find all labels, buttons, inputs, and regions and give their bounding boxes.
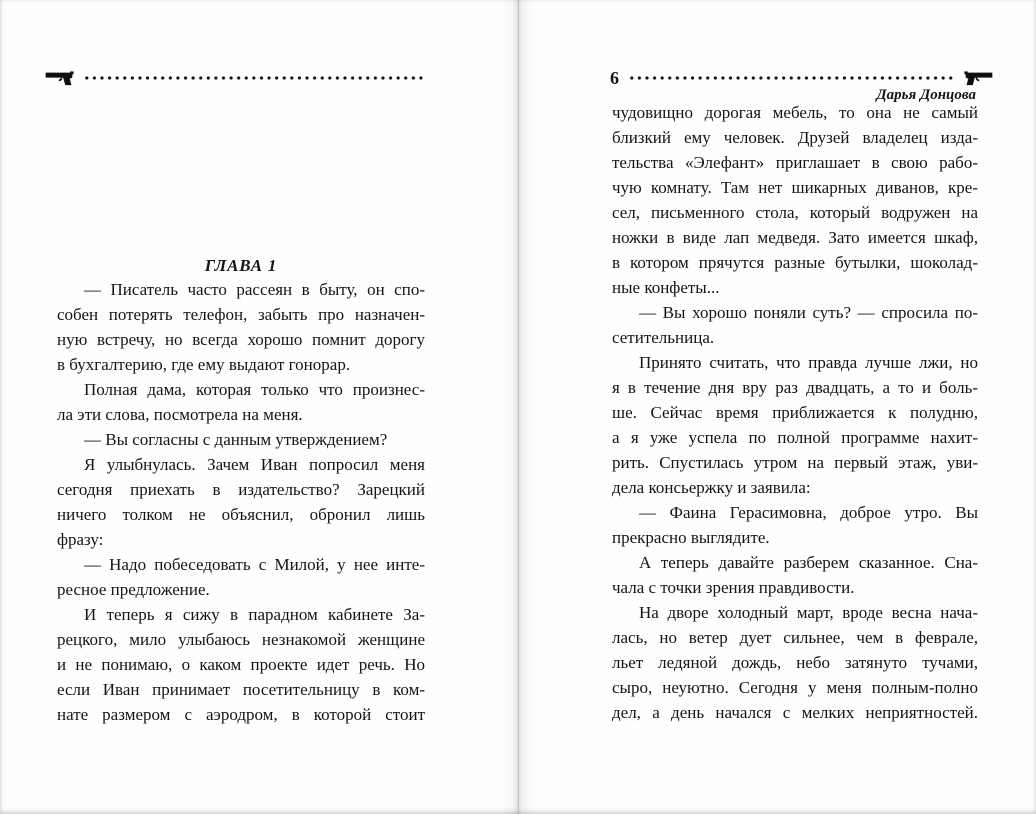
- text-line: ные конфеты...: [612, 278, 720, 297]
- text-line: На дворе холодный март, вроде весна нача-: [639, 603, 978, 622]
- text-line: близкий ему человек. Друзей владелец изда-: [612, 128, 978, 147]
- text-line: сел, письменного стола, который водружен на: [612, 203, 978, 222]
- text-line: А теперь давайте разберем сказанное. Сна-: [639, 553, 978, 572]
- text-line: сетительница.: [612, 328, 715, 347]
- dotted-rule: [83, 72, 426, 84]
- text-line: — Вы хорошо поняли суть? — спросила по-: [639, 303, 978, 322]
- right-page-header: [610, 68, 994, 88]
- text-line: а я уже успела по полной программе нахит-: [612, 428, 978, 447]
- text-line: в бухгалтерию, где ему выдают гонорар.: [57, 355, 351, 374]
- right-page-text: [612, 100, 978, 725]
- text-line: прекрасно выглядите.: [612, 528, 770, 547]
- left-page-header: [44, 68, 426, 88]
- right-page: [518, 0, 1036, 814]
- text-line: нате размером с аэродром, в которой стоит: [57, 705, 425, 724]
- text-line: ножки в виде лап медведя. Зато имеется шкаф,: [612, 228, 978, 247]
- text-line: льет ледяной дождь, небо затянуто тучами,: [612, 653, 978, 672]
- text-line: фразу:: [57, 530, 104, 549]
- text-line: ше. Сейчас время приближается к полудню,: [612, 403, 978, 422]
- text-line: тельства «Элефант» приглашает в свою рабо-: [612, 153, 978, 172]
- text-line: чую комнату. Там нет шикарных диванов, кре-: [612, 178, 978, 197]
- text-line: в котором прячутся разные бутылки, шоколад-: [612, 253, 978, 272]
- dotted-rule: [628, 72, 955, 84]
- text-line: лась, но ветер дует сильнее, чем в феврале,: [612, 628, 978, 647]
- text-line: дела консьержку и заявила:: [612, 478, 811, 497]
- text-line: — Писатель часто рассеян в быту, он спо-: [84, 280, 425, 299]
- text-line: если Иван принимает посетительницу в ком-: [57, 680, 425, 699]
- revolver-icon: [964, 70, 994, 87]
- text-line: Полная дама, которая только что произнес-: [84, 380, 425, 399]
- text-line: И теперь я сижу в парадном кабинете За-: [84, 605, 425, 624]
- text-line: — Вы согласны с данным утверждением?: [84, 430, 388, 449]
- text-line: дел, а день начался с мелких неприятностей.: [612, 703, 978, 722]
- text-line: рить. Спустилась утром на первый этаж, уви-: [612, 453, 978, 472]
- text-line: ла эти слова, посмотрела на меня.: [57, 405, 303, 424]
- text-line: ресное предложение.: [57, 580, 210, 599]
- text-line: рецкого, мило улыбаюсь незнакомой женщине: [57, 630, 425, 649]
- text-line: чала с точки зрения правдивости.: [612, 578, 855, 597]
- running-head: Дарья Донцова: [876, 87, 976, 103]
- text-line: — Фаина Герасимовна, доброе утро. Вы: [639, 503, 978, 522]
- page-number: 6: [610, 68, 619, 88]
- text-line: чудовищно дорогая мебель, то она не самый: [612, 103, 978, 122]
- left-page-text: [57, 277, 425, 727]
- text-line: собен потерять телефон, забыть про назначен-: [57, 305, 425, 324]
- text-line: ную встречу, но всегда хорошо помнит дорогу: [57, 330, 425, 349]
- text-line: Принято считать, что правда лучше лжи, но: [639, 353, 978, 372]
- text-line: сыро, неуютно. Сегодня у меня полным-полно: [612, 678, 978, 697]
- text-line: Я улыбнулась. Зачем Иван попросил меня: [84, 455, 425, 474]
- text-line: я в течение дня вру раз двадцать, а то и боль-: [612, 378, 978, 397]
- text-line: — Надо побеседовать с Милой, у нее инте-: [84, 555, 425, 574]
- chapter-title: ГЛАВА 1: [204, 256, 278, 275]
- text-line: ничего толком не объяснил, обронил лишь: [57, 505, 425, 524]
- text-line: и не понимаю, о каком проекте идет речь. Но: [57, 655, 425, 674]
- text-line: сегодня приехать в издательство? Зарецкий: [57, 480, 425, 499]
- revolver-icon: [44, 70, 74, 87]
